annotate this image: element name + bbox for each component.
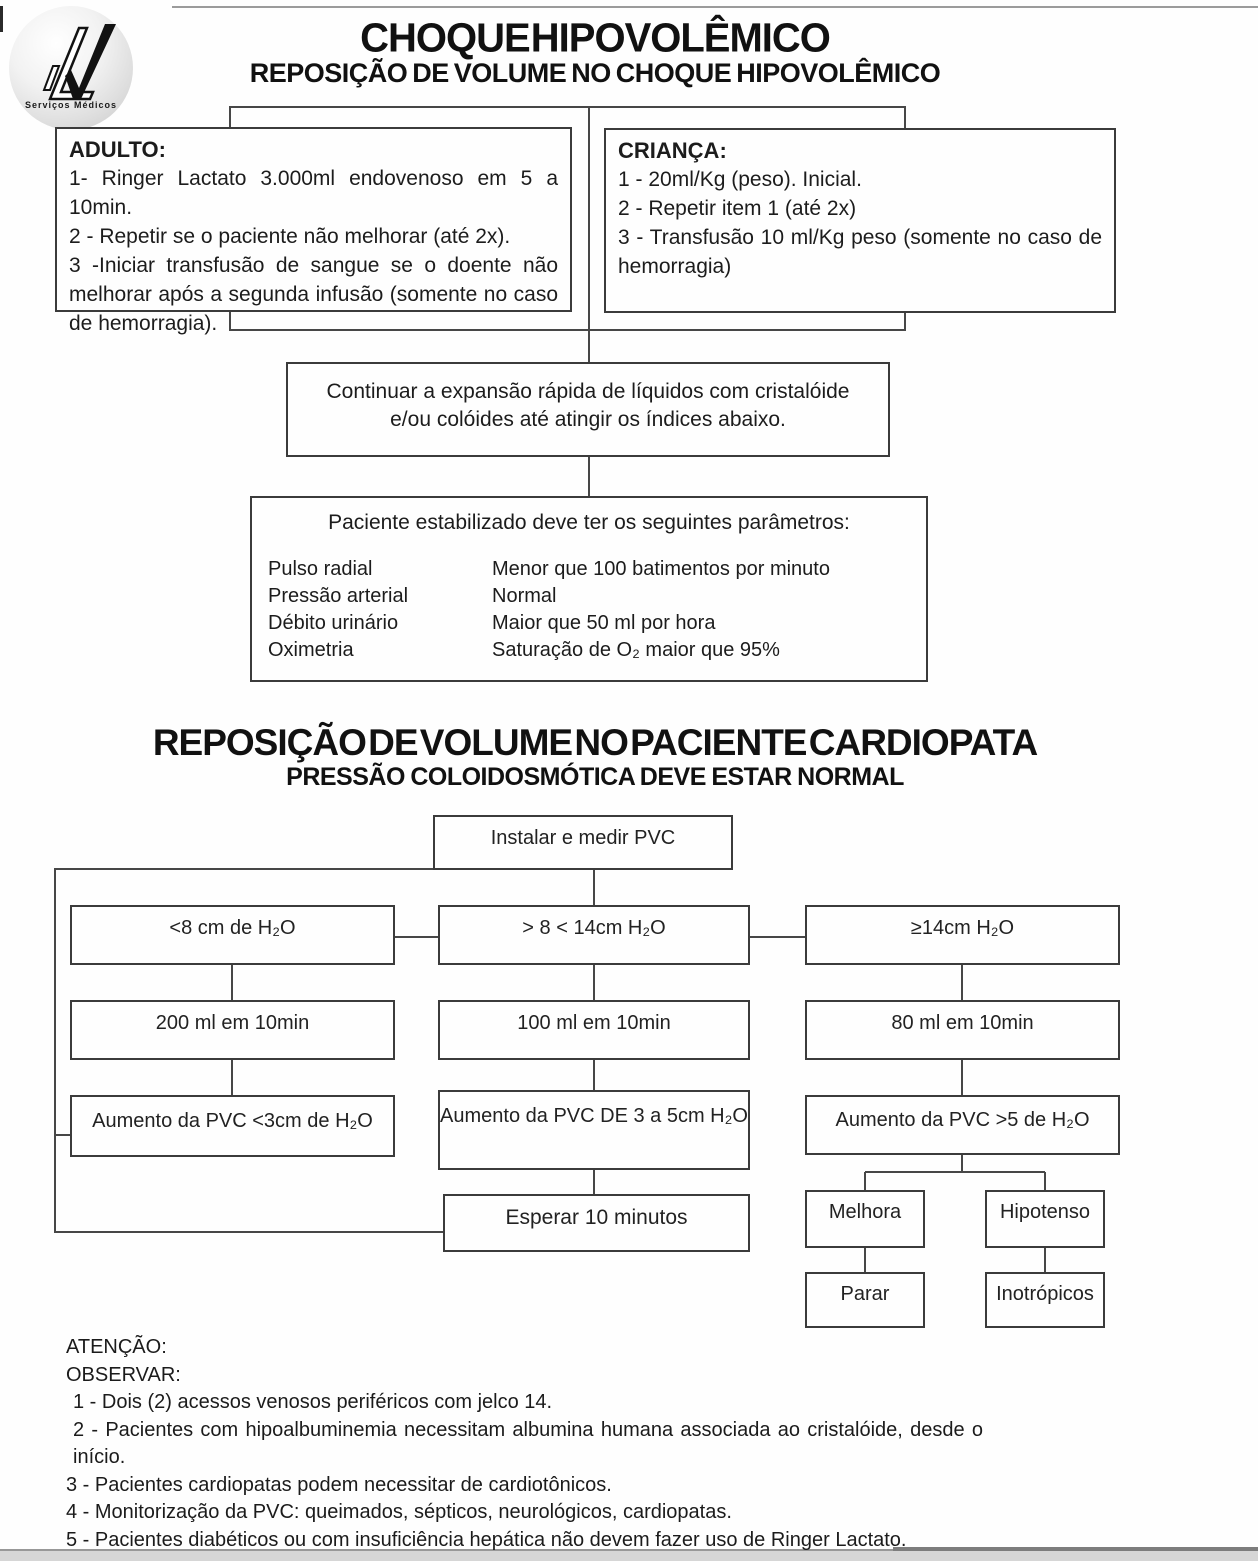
parameter-value: Saturação de O₂ maior que 95% (492, 639, 780, 661)
logo-caption: Serviços Médicos (24, 100, 118, 110)
child-heading: CRIANÇA: (618, 138, 727, 163)
note-item-2: 2 - Pacientes com hipoalbuminemia necessitam albumina humana associada ao cristalóide, desde o início. (73, 1418, 983, 1468)
flow-volume-200ml-label: 200 ml em 10min (155, 1012, 310, 1034)
note-item-3: 3 - Pacientes cardiopatas podem necessitar de cardiotônicos. (66, 1473, 612, 1496)
flow-inotropes-box (985, 1272, 1105, 1328)
flow-range-over14-box (805, 905, 1120, 965)
adult-step-2: 2 - Repetir se o paciente não melhorar (até 2x). (69, 225, 511, 248)
flow-volume-100ml-box (438, 1000, 750, 1060)
flow-install-pvc-box (433, 815, 733, 870)
flow-stop-box (805, 1272, 925, 1328)
flow-inotropes-label: Inotrópicos (996, 1283, 1094, 1305)
parameter-row-pulse (268, 556, 830, 583)
flow-volume-200ml-box (70, 1000, 395, 1060)
flow-install-pvc-label: Instalar e medir PVC (490, 827, 676, 849)
flow-result-3to5-label: Aumento da PVC DE 3 a 5cm H₂O (440, 1105, 748, 1127)
parameter-row-oximetry (268, 637, 830, 664)
subtitle-pressao-coloidosmotica: PRESSÃO COLOIDOSMÓTICA DEVE ESTAR NORMAL (286, 763, 904, 791)
flow-range-over14-label: ≥14cm H₂O (910, 917, 1015, 939)
notes-section (66, 1334, 1196, 1554)
parameter-label: Débito urinário (268, 612, 399, 634)
parameter-value: Normal (492, 585, 557, 607)
flow-range-under8-label: <8 cm de H₂O (169, 917, 296, 939)
flow-hypotensive-box (985, 1190, 1105, 1248)
section2-subtitle (0, 763, 1190, 792)
flow-improve-label: Melhora (828, 1201, 902, 1223)
flow-improve-box (805, 1190, 925, 1248)
flow-hypotensive-label: Hipotenso (999, 1201, 1091, 1223)
parameter-label: Oximetria (268, 639, 354, 661)
flow-result-over5-label: Aumento da PVC >5 de H₂O (835, 1109, 1090, 1131)
parameters-table (268, 556, 830, 664)
title-cardiopata: REPOSIÇÃO DE VOLUME NO PACIENTE CARDIOPATA (152, 722, 1038, 763)
top-hairline (172, 6, 1258, 8)
continue-expansion-text: Continuar a expansão rápida de líquidos com cristalóide e/ou colóides até atingir os índices abaixo. (326, 380, 850, 431)
parameter-row-pressure (268, 583, 830, 610)
flow-range-8to14-label: > 8 < 14cm H₂O (522, 917, 666, 939)
parameters-box (250, 496, 928, 682)
parameter-value: Menor que 100 batimentos por minuto (492, 558, 830, 580)
adult-heading: ADULTO: (69, 137, 166, 162)
flow-volume-100ml-label: 100 ml em 10min (517, 1012, 671, 1034)
section2-title (0, 722, 1190, 764)
adult-step-1: 1- Ringer Lactato 3.000ml endovenoso em 5 a 10min. (69, 167, 558, 219)
flow-stop-label: Parar (840, 1283, 890, 1305)
flow-result-under3-label: Aumento da PVC <3cm de H₂O (92, 1110, 373, 1132)
flow-range-under8-box (70, 905, 395, 965)
page-subtitle (0, 58, 1190, 89)
child-step-2: 2 - Repetir item 1 (até 2x) (618, 197, 857, 220)
parameter-row-urine (268, 610, 830, 637)
parameter-value: Maior que 50 ml por hora (492, 612, 716, 634)
note-item-4: 4 - Monitorização da PVC: queimados, sépticos, neurológicos, cardiopatas. (66, 1501, 732, 1523)
subtitle-reposicao-choque: REPOSIÇÃO DE VOLUME NO CHOQUE HIPOVOLÊMICO (249, 58, 941, 88)
adult-step-3: 3 -Iniciar transfusão de sangue se o doente não melhorar após a segunda infusão (somente no caso de hemorragia). (69, 254, 558, 335)
notes-attention-heading: ATENÇÃO: (66, 1336, 167, 1358)
child-protocol-box (604, 128, 1116, 313)
note-item-5: 5 - Pacientes diabéticos ou com insuficiência hepática não devem fazer uso de Ringer Lactato. (66, 1528, 907, 1551)
adult-protocol-box (55, 127, 572, 335)
note-item-1: 1 - Dois (2) acessos venosos periféricos com jelco 14. (73, 1391, 553, 1413)
child-step-3: 3 - Transfusão 10 ml/Kg peso (somente no caso de hemorragia) (618, 226, 1102, 278)
child-step-1: 1 - 20ml/Kg (peso). Inicial. (618, 168, 862, 191)
flow-result-over5-box (805, 1095, 1120, 1155)
flow-range-8to14-box (438, 905, 750, 965)
parameters-title: Paciente estabilizado deve ter os seguintes parâmetros: (328, 511, 850, 534)
flow-wait-label: Esperar 10 minutos (505, 1206, 688, 1229)
title-choque-hipovolemico: CHOQUE HIPOVOLÊMICO (360, 15, 830, 61)
parameter-label: Pulso radial (268, 558, 373, 580)
notes-observe-heading: OBSERVAR: (66, 1363, 181, 1386)
flow-wait-box (443, 1194, 750, 1252)
flow-volume-80ml-box (805, 1000, 1120, 1060)
page-title (0, 16, 1190, 61)
continue-expansion-box (286, 362, 890, 457)
parameter-label: Pressão arterial (268, 585, 409, 607)
flow-volume-80ml-label: 80 ml em 10min (891, 1012, 1034, 1034)
flow-result-3to5-box (438, 1090, 750, 1170)
flow-result-under3-box (70, 1095, 395, 1157)
